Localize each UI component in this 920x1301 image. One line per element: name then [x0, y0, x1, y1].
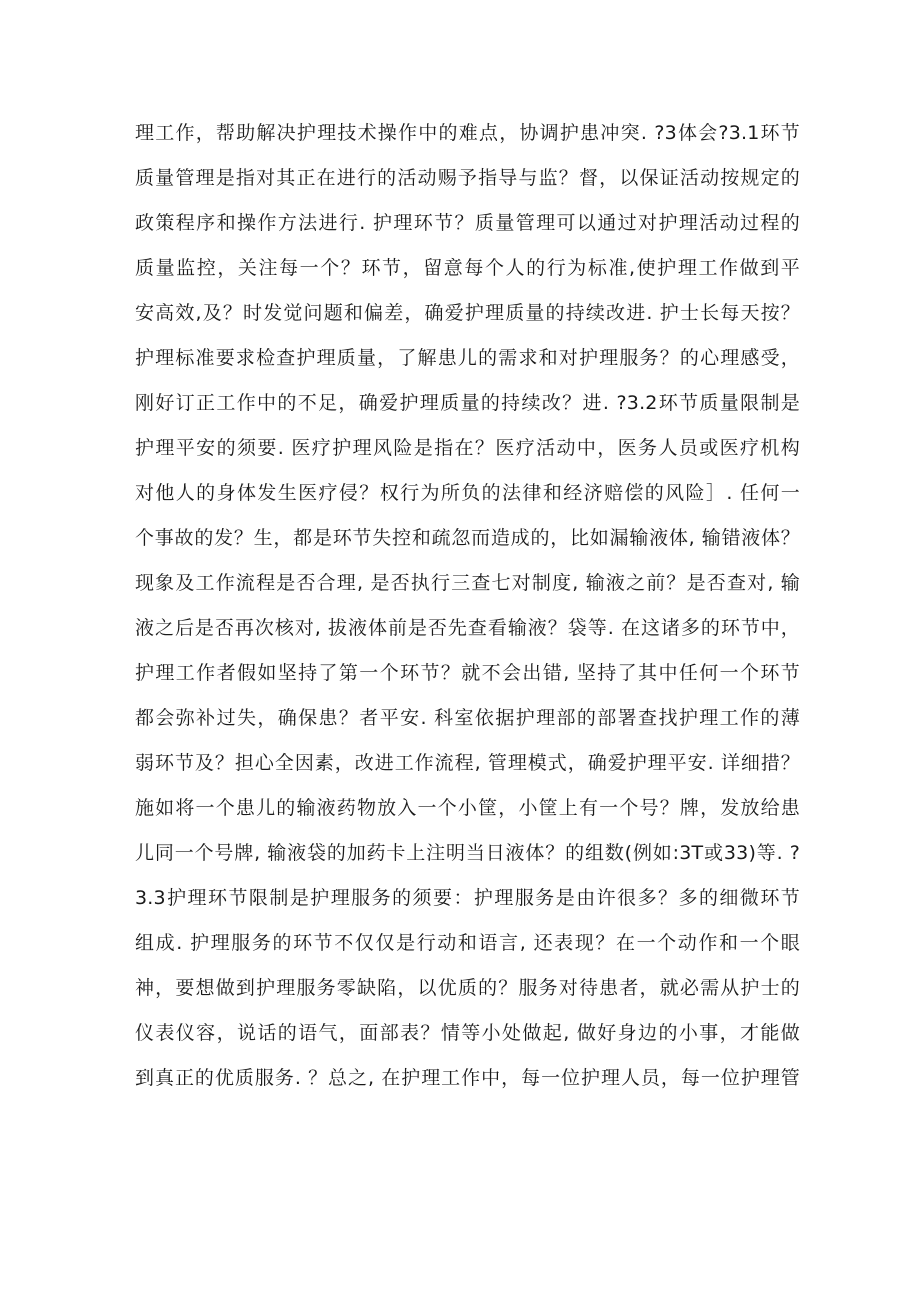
- text-line: 刚好订正工作中的不足，确爱护理质量的持续改？进. ?3.2环节质量限制是: [135, 392, 800, 414]
- text-line: 都会弥补过失，确保患？者平安. 科室依据护理部的部署查找护理工作的薄: [135, 707, 800, 729]
- text-line: 质量监控，关注每一个？环节，留意每个人的行为标准,使护理工作做到平: [135, 257, 800, 279]
- text-line: 现象及工作流程是否合理, 是否执行三查七对制度, 输液之前？是否查对, 输: [135, 572, 800, 594]
- text-line: 安高效,及？时发觉问题和偏差，确爱护理质量的持续改进. 护士长每天按？: [135, 302, 800, 324]
- text-line: 神，要想做到护理服务零缺陷，以优质的？服务对待患者，就必需从护士的: [135, 977, 800, 999]
- text-line: 对他人的身体发生医疗侵？权行为所负的法律和经济赔偿的风险］. 任何一: [135, 482, 800, 504]
- document-body: [135, 111, 800, 1101]
- text-line: 到真正的优质服务. ？总之, 在护理工作中，每一位护理人员，每一位护理管: [135, 1067, 800, 1089]
- text-line: 质量管理是指对其正在进行的活动赐予指导与监？督，以保证活动按规定的: [135, 167, 800, 189]
- text-line: 液之后是否再次核对, 拔液体前是否先查看输液？袋等. 在这诸多的环节中，: [135, 617, 800, 639]
- text-line: 理工作，帮助解决护理技术操作中的难点，协调护患冲突. ?3体会?3.1环节: [135, 122, 800, 144]
- text-line: 儿同一个号牌, 输液袋的加药卡上注明当日液体？的组数(例如:3T或33)等. ?: [135, 842, 800, 864]
- text-line: 政策程序和操作方法进行. 护理环节？质量管理可以通过对护理活动过程的: [135, 212, 800, 234]
- text-line: 施如将一个患儿的输液药物放入一个小筐，小筐上有一个号？牌，发放给患: [135, 797, 800, 819]
- text-line: 组成. 护理服务的环节不仅仅是行动和语言, 还表现？在一个动作和一个眼: [135, 932, 800, 954]
- text-line: 3.3护理环节限制是护理服务的须要：护理服务是由许很多？多的细微环节: [135, 887, 800, 909]
- text-line: 护理平安的须要. 医疗护理风险是指在？医疗活动中，医务人员或医疗机构: [135, 437, 800, 459]
- text-line: 弱环节及？担心全因素，改进工作流程, 管理模式，确爱护理平安. 详细措？: [135, 752, 800, 774]
- text-line: 个事故的发？生，都是环节失控和疏忽而造成的，比如漏输液体, 输错液体？: [135, 527, 800, 549]
- text-line: 仪表仪容，说话的语气，面部表？情等小处做起, 做好身边的小事，才能做: [135, 1022, 800, 1044]
- text-line: 护理标准要求检查护理质量，了解患儿的需求和对护理服务？的心理感受，: [135, 347, 800, 369]
- text-line: 护理工作者假如坚持了第一个环节？就不会出错, 坚持了其中任何一个环节: [135, 662, 800, 684]
